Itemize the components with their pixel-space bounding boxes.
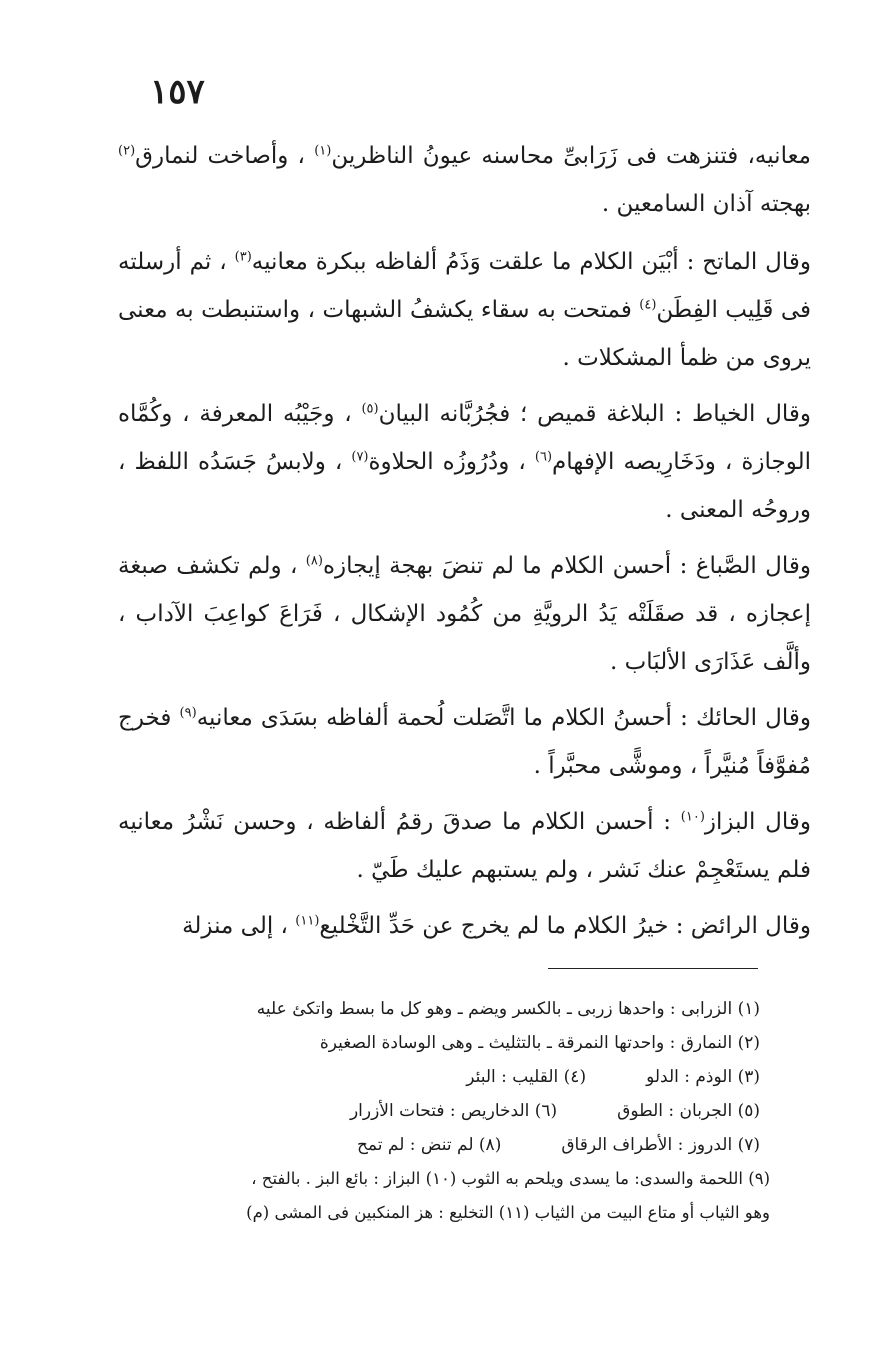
footnote-7: (٧) الدروز : الأطراف الرقاق [561,1135,760,1155]
footnote-6: (٦) الدخاريص : فتحات الأزرار [349,1101,558,1121]
main-text [118,132,811,958]
footnote-ref: (٣) [234,249,252,265]
paragraph-1: معانيه، فتنزهت فى زَرَابىِّ محاسنه عيونُ الناظرين$^{(١)}$ ، وأصاخت لنمارق$^{(٢)}$ بهجته آذان السامعين . [118,143,812,217]
footnote-ref: (١٠) [680,809,705,825]
footnote-4: (٤) القليب : البئر [466,1067,587,1087]
paragraph-3: وقال الخياط : البلاغة قميص ؛ فجُرُبَّانه البيان$^{(٥)}$ ، وجَيْبُه المعرفة ، وكُمَّاه الوجازة ، ودَخَارِيصه الإفهام$^{(٦)}$ ، ودُرُوزُه الحلاوة$^{(٧)}$ ، ولابسُ جَسَدُه اللفظ ، وروحُه المعنى . [118,401,812,523]
paragraph-7: وقال الرائض : خيرُ الكلام ما لم يخرج عن حَدِّ التَّخْليع$^{(١١)}$ ، إلى منزلة [182,913,811,939]
footnote-row-7-8 [120,1128,760,1162]
footnote-9-10: (٩) اللحمة والسدى: ما يسدى ويلحم به الثوب (١٠) البزاز : بائع البز . بالفتح ، [251,1169,770,1188]
footnote-ref: (٧) [351,449,369,465]
paragraph-5: وقال الحائك : أحسنُ الكلام ما اتَّصَلت لُحمة ألفاظه بسَدَى معانيه$^{(٩)}$ فخرج مُفوَّفاً مُنيَّراً ، وموشًّى محبَّراً . [118,705,811,779]
footnote-8: (٨) لم تنض : لم تمح [356,1135,502,1155]
footnote-1: (١) الزرابى : واحدها زربى ـ بالكسر ويضم ـ وهو كل ما بسط واتكئ عليه [256,999,760,1019]
footnote-5: (٥) الجربان : الطوق [617,1101,760,1121]
footnote-ref: (٨) [305,553,323,569]
footnote-ref: (١) [314,143,332,159]
footnote-ref: (١١) [295,913,320,929]
footnote-row-3-4 [120,1060,760,1094]
footnote-ref: (٥) [361,401,379,417]
footnote-ref: (٦) [534,449,553,465]
footnote-ref: (٢) [118,143,136,159]
footnote-divider [548,968,758,969]
footnote-ref: (٤) [639,297,657,313]
page-number: ١٥٧ [150,72,205,112]
paragraph-2: وقال الماتح : أبْيَن الكلام ما علقت وَذَمُ ألفاظه ببكرة معانيه$^{(٣)}$ ، ثم أرسلته فى قَلِيب الفِطَن$^{(٤)}$ فمتحت به سقاء يكشفُ الشبهات ، واستنبطت به معنى يروى من ظمأ المشكلات . [118,249,812,371]
paragraph-6: وقال البزاز$^{(١٠)}$ : أحسن الكلام ما صدقَ رقمُ ألفاظه ، وحسن نَشْرُ معانيه فلم يستَعْجِمْ عنك نَشر ، ولم يستبهم عليك طَيّ . [118,809,811,883]
paragraph-4: وقال الصَّباغ : أحسن الكلام ما لم تنضَ بهجة إيجازه$^{(٨)}$ ، ولم تكشف صبغة إعجازه ، قد صقَلَتْه يَدُ الرويَّةِ من كُمُود الإشكال ، فَرَاعَ كواعِبَ الآداب ، وألَّف عَذَارَى الألبَاب . [118,553,811,675]
footnote-2: (٢) النمارق : واحدتها النمرقة ـ بالتثليث ـ وهى الوسادة الصغيرة [319,1033,760,1053]
footnote-3: (٣) الوذم : الدلو [646,1067,760,1087]
footnote-row-5-6 [120,1094,760,1128]
footnote-10-11: وهو الثياب أو متاع البيت من الثياب (١١) التخليع : هز المنكبين فى المشى (م) [246,1203,770,1222]
footnote-ref: (٩) [179,705,197,721]
footnotes [120,992,770,1230]
